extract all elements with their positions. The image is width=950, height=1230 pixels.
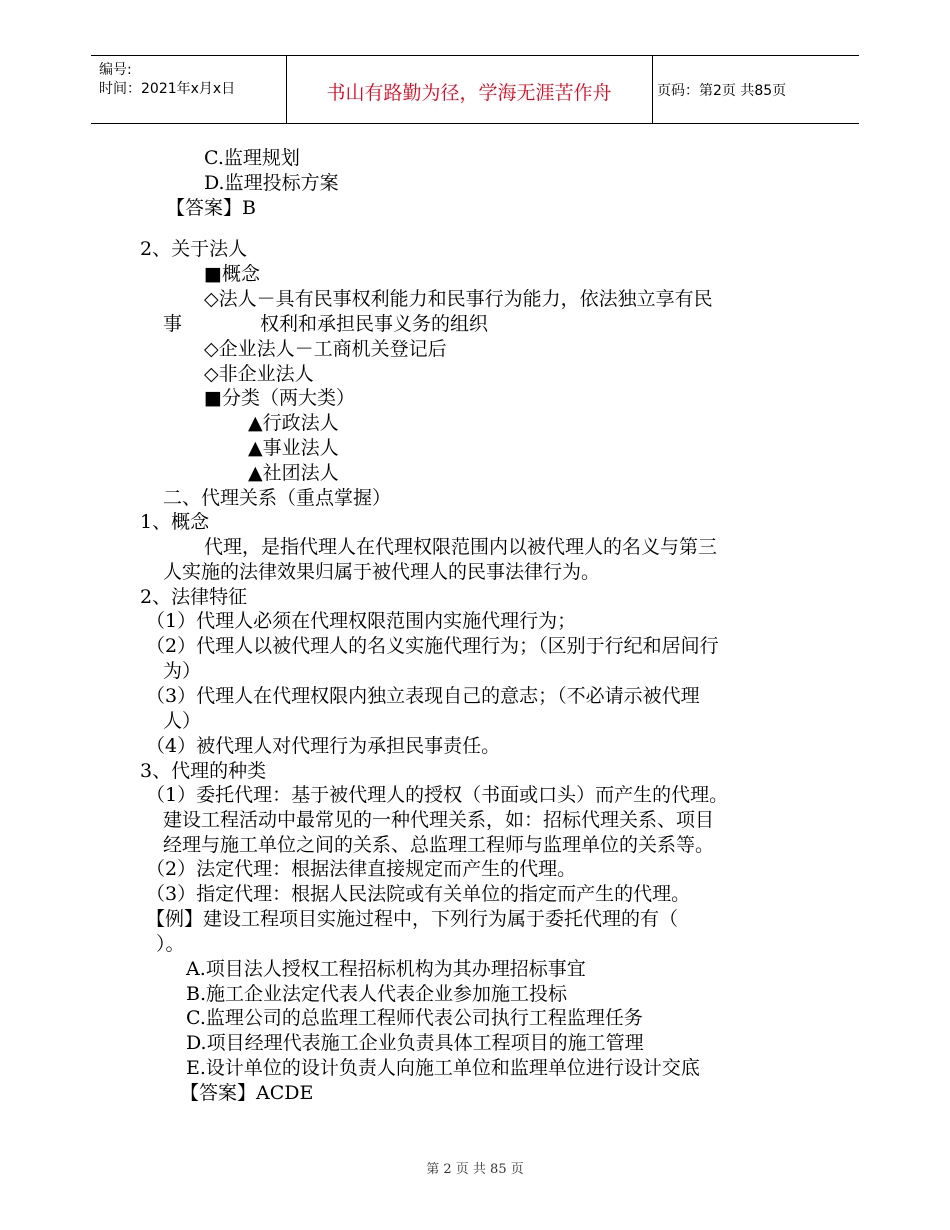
header-page-info: 页码：第2页 共85页 [657, 83, 787, 99]
text-line: E.设计单位的设计负责人向施工单位和监理单位进行设计交底 [186, 1057, 700, 1079]
text-line: D.项目经理代表施工企业负责具体工程项目的施工管理 [186, 1032, 644, 1054]
text-line: ■概念 [204, 263, 260, 285]
header-divider [652, 56, 653, 123]
text-line: 事 [163, 313, 183, 335]
header-time-label: 时间：2021年x月x日 [99, 81, 236, 97]
text-line: C.监理规划 [204, 147, 300, 169]
text-line: 人） [163, 710, 202, 732]
header-motto: 书山有路勤为径，学海无涯苦作舟 [326, 82, 612, 104]
text-line: （4）被代理人对代理行为承担民事责任。 [146, 735, 501, 757]
text-line: 经理与施工单位之间的关系、总监理工程师与监理单位的关系等。 [163, 834, 715, 856]
text-line: 代理，是指代理人在代理权限范围内以被代理人的名义与第三 [204, 536, 718, 558]
page-footer: 第 2 页 共 85 页 [426, 1162, 524, 1177]
text-line: 2、关于法人 [140, 238, 248, 260]
text-line: 为） [163, 660, 202, 682]
text-line: ▲社团法人 [248, 462, 339, 484]
text-line: D.监理投标方案 [204, 172, 339, 194]
text-line: ■分类（两大类） [204, 387, 355, 409]
text-line: （3）指定代理：根据人民法院或有关单位的指定而产生的代理。 [146, 883, 691, 905]
header-left [99, 61, 235, 99]
text-line: A.项目法人授权工程招标机构为其办理招标事宜 [186, 958, 586, 980]
text-line: C.监理公司的总监理工程师代表公司执行工程监理任务 [186, 1007, 643, 1029]
text-line: ◇法人－具有民事权利能力和民事行为能力，依法独立享有民 [204, 288, 713, 310]
text-line: 人实施的法律效果归属于被代理人的民事法律行为。 [163, 561, 601, 583]
text-line: 【答案】ACDE [180, 1082, 314, 1104]
text-line: 3、代理的种类 [140, 760, 267, 782]
text-line: ▲事业法人 [248, 437, 339, 459]
text-line: （2）代理人以被代理人的名义实施代理行为；（区别于行纪和居间行 [146, 635, 719, 657]
text-line: （2）法定代理：根据法律直接规定而产生的代理。 [146, 858, 577, 880]
text-line: 建设工程活动中最常见的一种代理关系，如：招标代理关系、项目 [163, 809, 715, 831]
text-line: 【例】建设工程项目实施过程中，下列行为属于委托代理的有（ [146, 908, 679, 930]
text-line: ▲行政法人 [248, 412, 339, 434]
text-line: 2、法律特征 [140, 586, 248, 608]
text-line: （1）委托代理：基于被代理人的授权（书面或口头）而产生的代理。 [146, 784, 729, 806]
text-line: 【答案】B [166, 197, 256, 219]
header-number-label: 编号: [99, 62, 132, 78]
text-line: 权利和承担民事义务的组织 [260, 313, 489, 335]
text-line: ）。 [156, 933, 185, 955]
text-line: （1）代理人必须在代理权限范围内实施代理行为； [146, 610, 577, 632]
text-line: ◇非企业法人 [204, 363, 314, 385]
text-line: B.施工企业法定代表人代表企业参加施工投标 [186, 983, 568, 1005]
text-line: 1、概念 [140, 511, 210, 533]
page-header [91, 55, 859, 124]
text-line: （3）代理人在代理权限内独立表现自己的意志；（不必请示被代理 [146, 685, 700, 707]
text-line: 二、代理关系（重点掌握） [163, 487, 392, 509]
text-line: ◇企业法人－工商机关登记后 [204, 338, 447, 360]
